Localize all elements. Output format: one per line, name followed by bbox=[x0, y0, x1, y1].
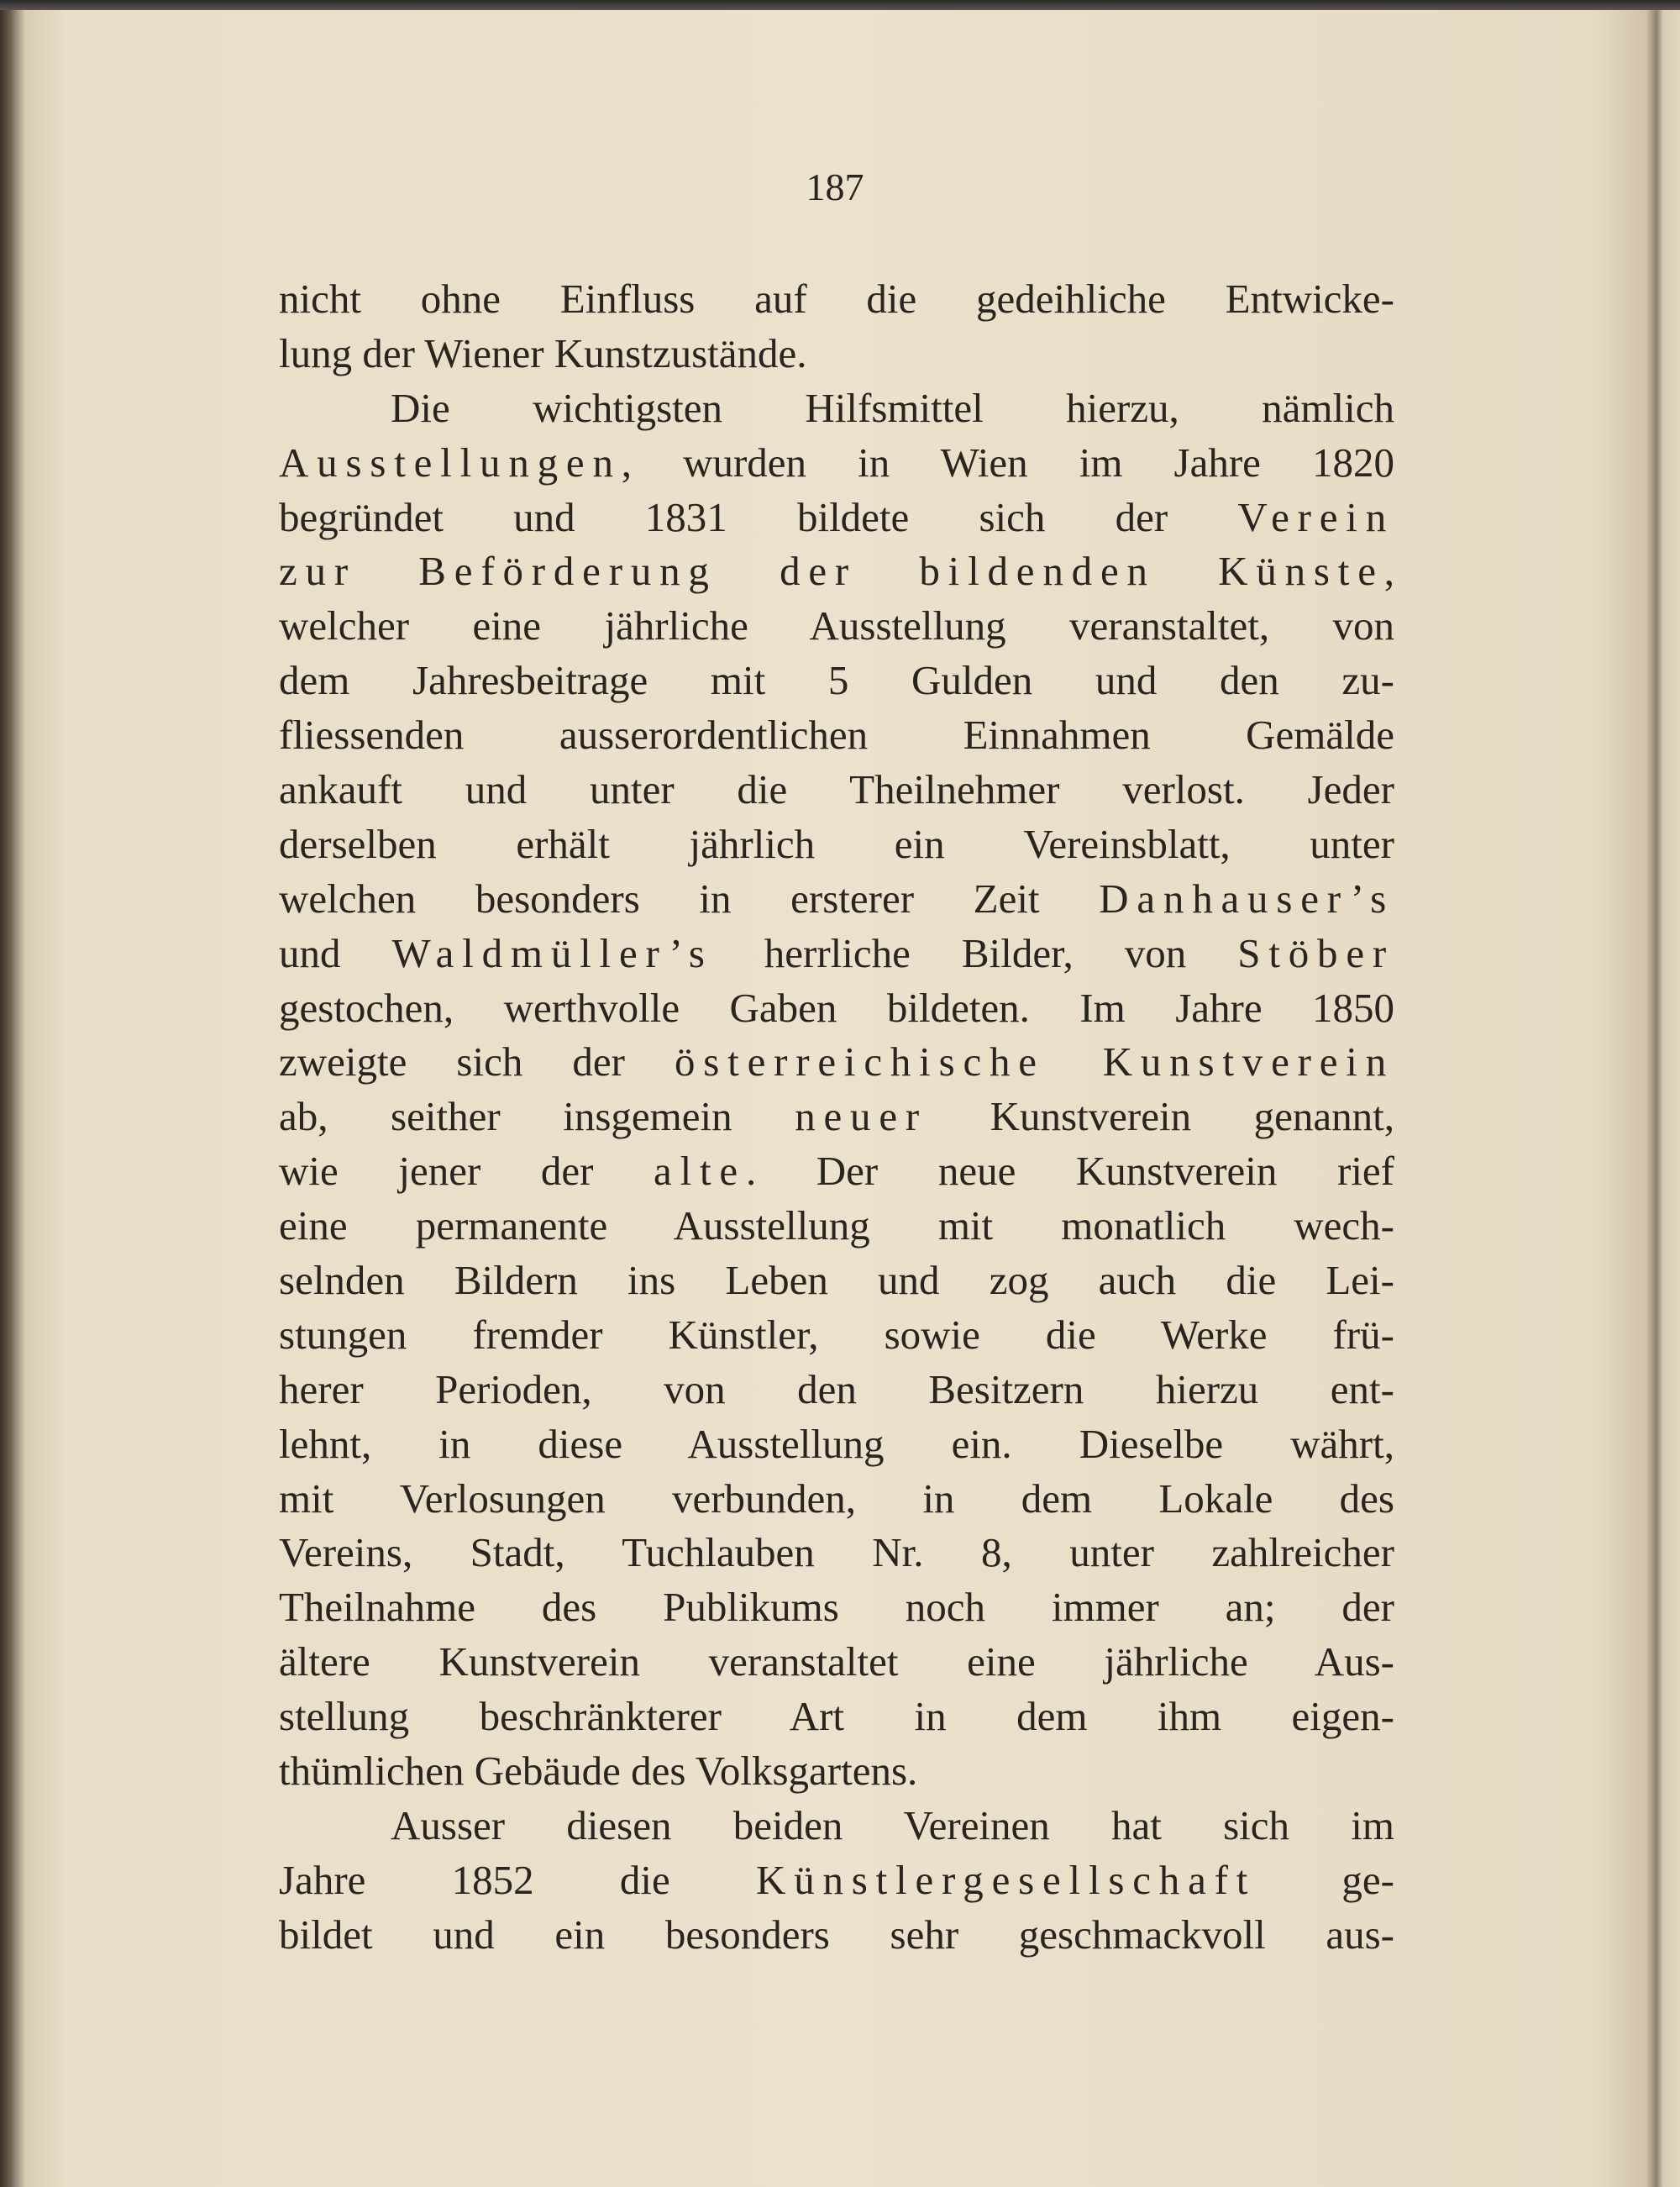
page-number: 187 bbox=[806, 166, 864, 208]
text-segment: Vereins, Stadt, Tuchlauben Nr. 8, unter zahlreicher bbox=[279, 1529, 1394, 1576]
text-line bbox=[279, 1580, 1394, 1635]
text-line bbox=[279, 599, 1394, 654]
text-line bbox=[279, 1472, 1394, 1527]
text-segment: thümlichen Gebäude des Volksgartens. bbox=[279, 1748, 918, 1795]
text-segment: Ausser diesen beiden Vereinen hat sich im bbox=[391, 1801, 1394, 1848]
spaced-emphasis-text: Künstlergesellschaft bbox=[756, 1856, 1257, 1903]
body-text bbox=[279, 272, 1394, 1963]
text-segment: lehnt, in diese Ausstellung ein. Dieselbe währt, bbox=[279, 1420, 1394, 1467]
text-line bbox=[279, 381, 1394, 436]
text-segment: , wurden in Wien im Jahre 1820 bbox=[621, 439, 1394, 486]
text-segment: mit Verlosungen verbunden, in dem Lokale des bbox=[279, 1475, 1394, 1522]
text-segment: selnden Bildern ins Leben und zog auch die Lei- bbox=[279, 1257, 1394, 1304]
text-line bbox=[279, 654, 1394, 708]
text-segment: Die wichtigsten Hilfsmittel hierzu, nämlich bbox=[391, 384, 1394, 431]
text-line bbox=[279, 491, 1394, 545]
text-line bbox=[279, 1363, 1394, 1417]
text-segment: zweigte sich der bbox=[279, 1038, 675, 1086]
text-line bbox=[279, 1690, 1394, 1744]
text-segment: gestochen, werthvolle Gaben bildeten. Im Jahre 1850 bbox=[279, 984, 1394, 1031]
text-segment: ankauft und unter die Theilnehmer verlost. Jeder bbox=[279, 766, 1394, 813]
text-line bbox=[279, 1799, 1394, 1853]
text-line bbox=[279, 927, 1394, 981]
text-line bbox=[279, 1308, 1394, 1363]
text-segment: herrliche Bilder, von bbox=[712, 929, 1238, 976]
text-line bbox=[279, 1526, 1394, 1580]
text-segment: welcher eine jährliche Ausstellung veranstaltet, von bbox=[279, 602, 1394, 649]
text-segment: ältere Kunstverein veranstaltet eine jährliche Aus- bbox=[279, 1638, 1394, 1685]
text-line bbox=[279, 708, 1394, 763]
text-segment: Jahre 1852 die bbox=[279, 1856, 757, 1903]
text-segment: lung der Wiener Kunstzustände. bbox=[279, 329, 807, 376]
text-segment: ge- bbox=[1256, 1856, 1394, 1903]
text-segment: fliessenden ausserordentlichen Einnahmen Gemälde bbox=[279, 712, 1394, 759]
text-line bbox=[279, 544, 1394, 599]
text-segment: Theilnahme des Publikums noch immer an; der bbox=[279, 1584, 1394, 1631]
text-segment: stellung beschränkterer Art in dem ihm eigen- bbox=[279, 1693, 1394, 1740]
text-segment: Kunstverein genannt, bbox=[927, 1093, 1394, 1140]
spaced-emphasis-text: zur Beförderung der bildenden Künste bbox=[279, 548, 1384, 595]
text-segment: herer Perioden, von den Besitzern hierzu ent- bbox=[279, 1365, 1394, 1412]
text-segment: begründet und 1831 bildete sich der bbox=[279, 493, 1238, 540]
text-line bbox=[279, 1853, 1394, 1908]
text-segment: und bbox=[279, 929, 392, 976]
text-line bbox=[279, 1035, 1394, 1090]
text-line bbox=[279, 763, 1394, 817]
text-line bbox=[279, 1254, 1394, 1308]
text-line bbox=[279, 272, 1394, 327]
text-line bbox=[279, 436, 1394, 491]
spaced-emphasis-text: Stöber bbox=[1237, 929, 1395, 976]
text-segment: dem Jahresbeitrage mit 5 Gulden und den zu- bbox=[279, 657, 1394, 704]
spaced-emphasis-text: neuer bbox=[795, 1093, 928, 1140]
text-line bbox=[279, 1744, 1394, 1799]
text-segment: welchen besonders in ersterer Zeit bbox=[279, 875, 1100, 922]
text-segment: , bbox=[1383, 548, 1394, 595]
text-line bbox=[279, 981, 1394, 1036]
text-line bbox=[279, 1199, 1394, 1254]
text-segment: . Der neue Kunstverein rief bbox=[745, 1148, 1394, 1195]
text-line bbox=[279, 1090, 1394, 1144]
text-line bbox=[279, 1635, 1394, 1690]
spaced-emphasis-text: alte bbox=[654, 1148, 746, 1195]
spaced-emphasis-text: Verein bbox=[1237, 493, 1394, 540]
text-segment: bildet und ein besonders sehr geschmackvoll aus- bbox=[279, 1911, 1394, 1958]
text-line bbox=[279, 327, 1394, 381]
text-segment: wie jener der bbox=[279, 1148, 654, 1195]
spaced-emphasis-text: Ausstellungen bbox=[279, 439, 622, 486]
text-segment: eine permanente Ausstellung mit monatlich wech- bbox=[279, 1202, 1394, 1249]
page-top-edge bbox=[0, 0, 1680, 10]
text-line bbox=[279, 817, 1394, 872]
text-segment: stungen fremder Künstler, sowie die Werke frü- bbox=[279, 1311, 1394, 1358]
text-line bbox=[279, 1417, 1394, 1472]
text-segment: nicht ohne Einfluss auf die gedeihliche Entwicke- bbox=[279, 276, 1394, 322]
spaced-emphasis-text: Waldmüller’s bbox=[391, 929, 713, 976]
text-segment: ab, seither insgemein bbox=[279, 1093, 795, 1140]
text-segment: derselben erhält jährlich ein Vereinsblatt, unter bbox=[279, 820, 1394, 867]
text-line bbox=[279, 872, 1394, 927]
spaced-emphasis-text: österreichische Kunstverein bbox=[675, 1038, 1394, 1086]
spaced-emphasis-text: Danhauser’s bbox=[1099, 875, 1394, 922]
text-line bbox=[279, 1144, 1394, 1199]
text-line bbox=[279, 1908, 1394, 1963]
